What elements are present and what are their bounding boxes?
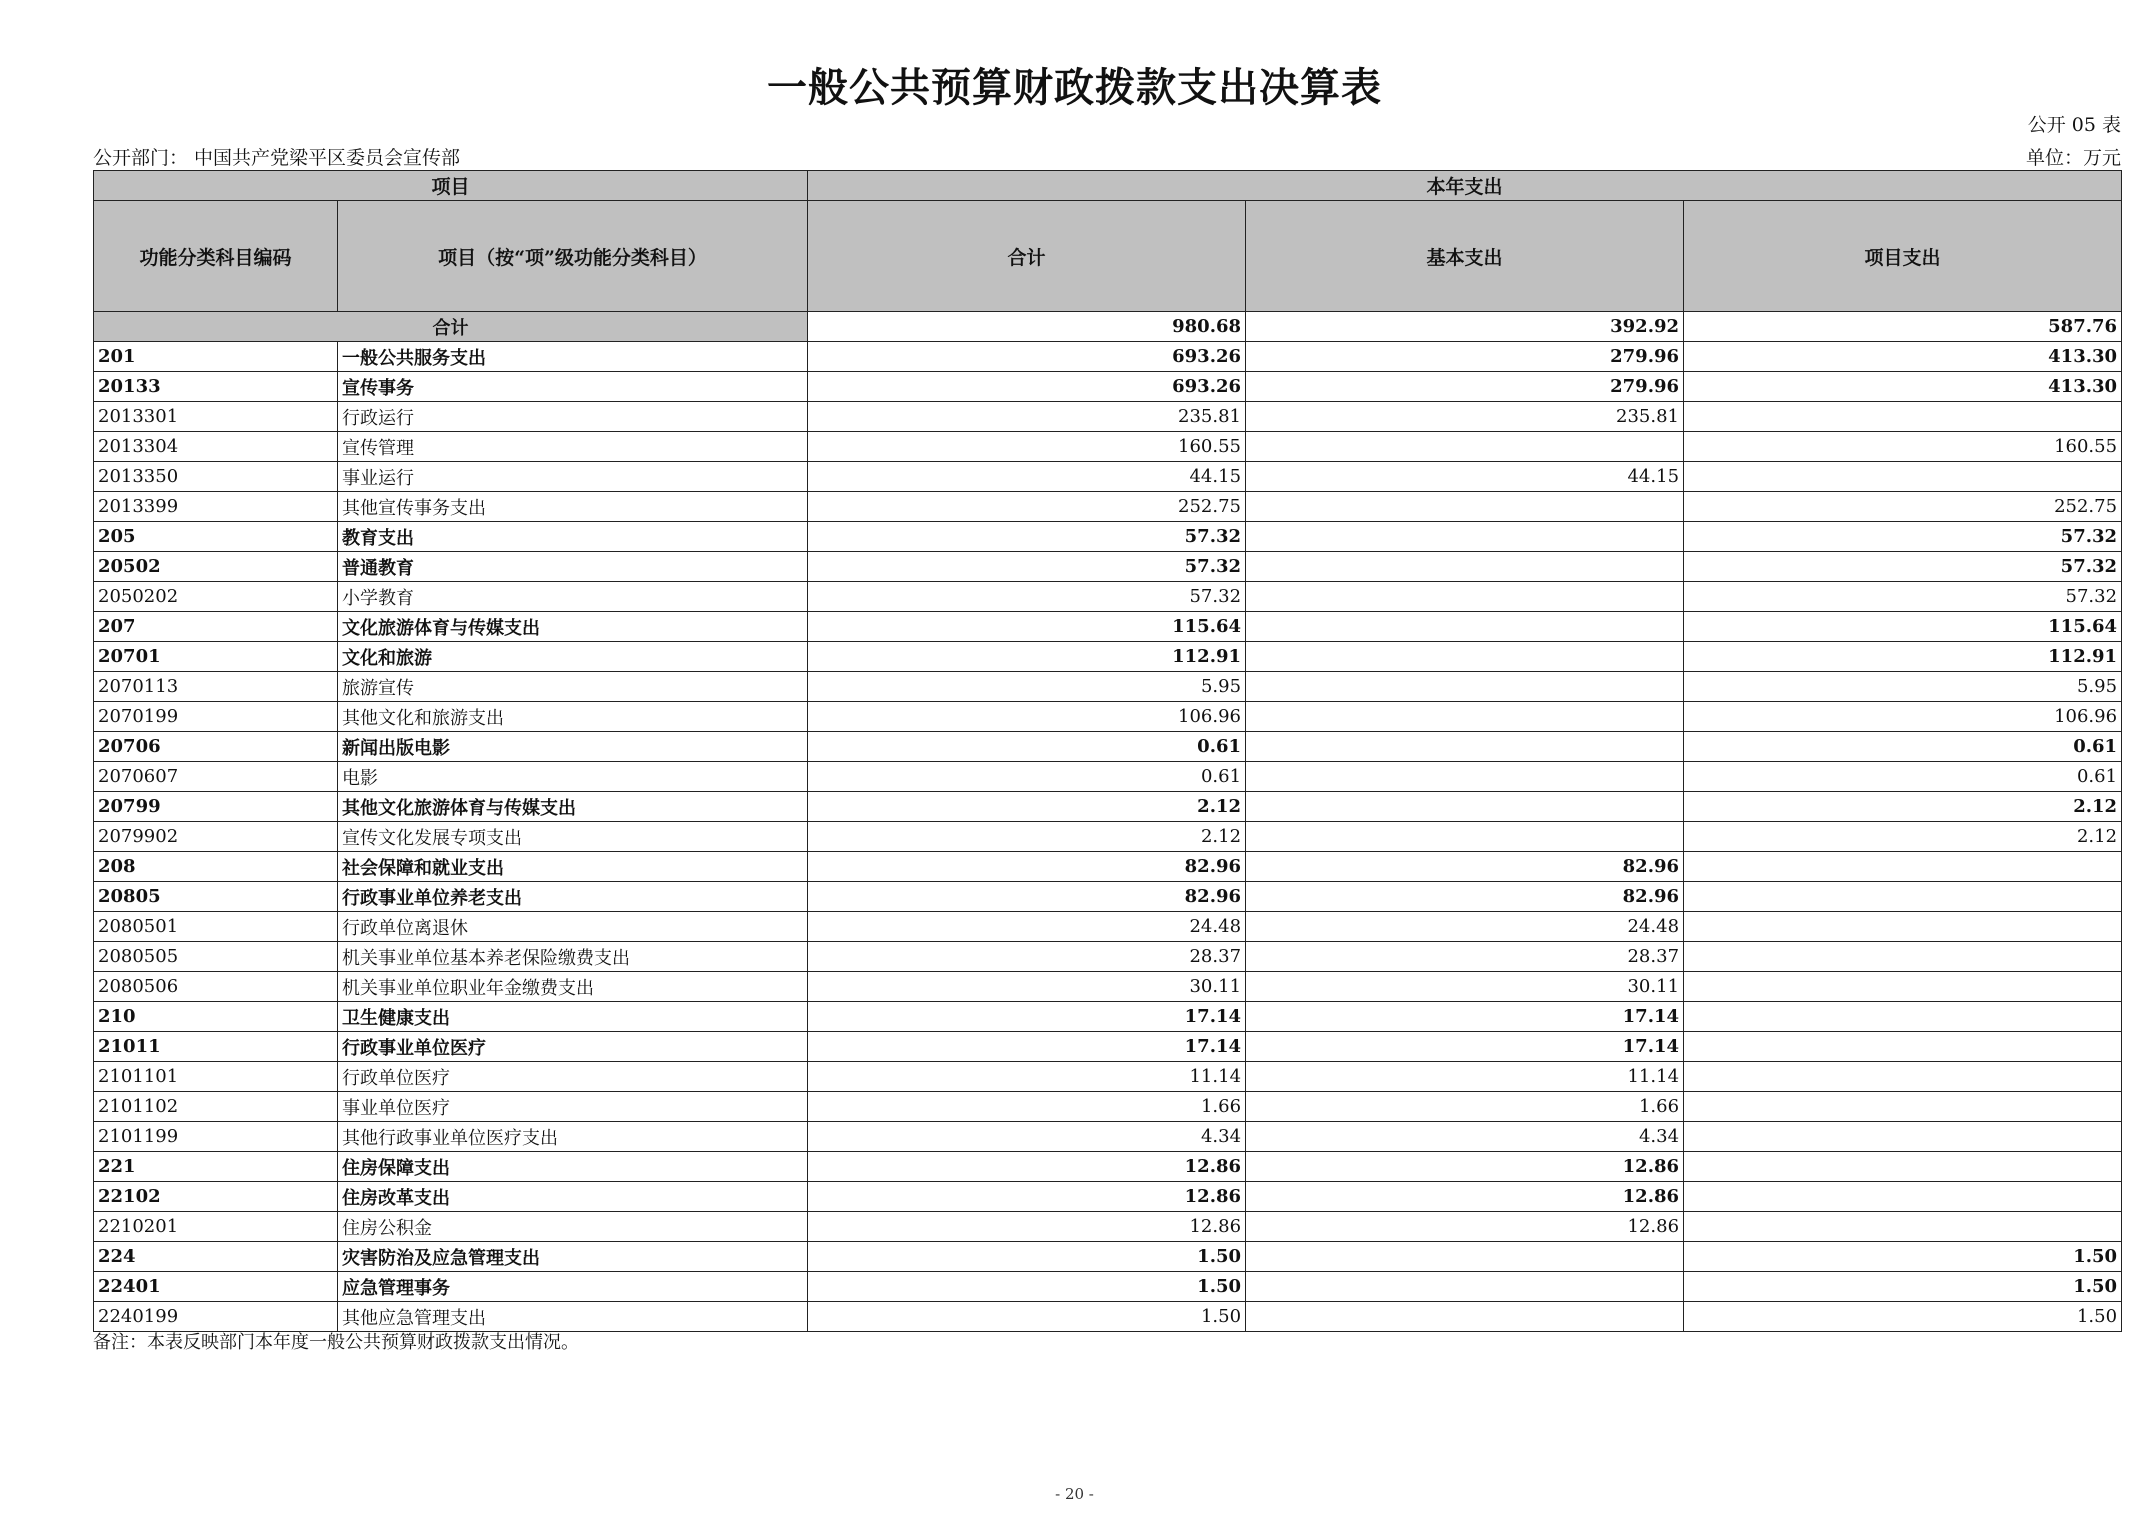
table-row — [94, 612, 2122, 642]
cell-total: 1.50 — [808, 1242, 1246, 1272]
table-row — [94, 1002, 2122, 1032]
cell-code: 20805 — [94, 882, 338, 912]
cell-total: 30.11 — [808, 972, 1246, 1002]
cell-basic: 12.86 — [1246, 1182, 1684, 1212]
cell-project: 57.32 — [1684, 582, 2122, 612]
cell-code: 2013350 — [94, 462, 338, 492]
cell-total: 235.81 — [808, 402, 1246, 432]
cell-project — [1684, 402, 2122, 432]
cell-total: 2.12 — [808, 792, 1246, 822]
cell-name: 旅游宣传 — [338, 672, 808, 702]
page-number: - 20 - — [1055, 1485, 1094, 1503]
cell-total: 0.61 — [808, 762, 1246, 792]
cell-basic — [1246, 1242, 1684, 1272]
cell-project: 112.91 — [1684, 642, 2122, 672]
cell-basic — [1246, 702, 1684, 732]
total-project: 587.76 — [1684, 312, 2122, 342]
cell-project: 57.32 — [1684, 522, 2122, 552]
cell-basic: 17.14 — [1246, 1032, 1684, 1062]
cell-code: 2070607 — [94, 762, 338, 792]
cell-code: 2240199 — [94, 1302, 338, 1332]
cell-total: 693.26 — [808, 372, 1246, 402]
cell-code: 22401 — [94, 1272, 338, 1302]
total-row — [94, 312, 2122, 342]
cell-basic: 12.86 — [1246, 1152, 1684, 1182]
cell-code: 20799 — [94, 792, 338, 822]
cell-code: 2210201 — [94, 1212, 338, 1242]
cell-name: 机关事业单位基本养老保险缴费支出 — [338, 942, 808, 972]
cell-total: 1.50 — [808, 1302, 1246, 1332]
table-row — [94, 1152, 2122, 1182]
header-item-group: 项目 — [94, 171, 808, 201]
cell-name: 社会保障和就业支出 — [338, 852, 808, 882]
cell-total: 44.15 — [808, 462, 1246, 492]
cell-code: 2013399 — [94, 492, 338, 522]
cell-total: 160.55 — [808, 432, 1246, 462]
cell-name: 机关事业单位职业年金缴费支出 — [338, 972, 808, 1002]
cell-basic: 279.96 — [1246, 372, 1684, 402]
cell-total: 106.96 — [808, 702, 1246, 732]
header-year-group: 本年支出 — [808, 171, 2122, 201]
cell-total: 82.96 — [808, 882, 1246, 912]
cell-name: 应急管理事务 — [338, 1272, 808, 1302]
table-row — [94, 702, 2122, 732]
cell-project: 2.12 — [1684, 822, 2122, 852]
cell-name: 其他文化旅游体育与传媒支出 — [338, 792, 808, 822]
cell-project: 2.12 — [1684, 792, 2122, 822]
cell-project — [1684, 852, 2122, 882]
table-row — [94, 492, 2122, 522]
cell-name: 其他行政事业单位医疗支出 — [338, 1122, 808, 1152]
cell-code: 207 — [94, 612, 338, 642]
cell-project: 0.61 — [1684, 762, 2122, 792]
cell-project: 413.30 — [1684, 342, 2122, 372]
cell-basic — [1246, 792, 1684, 822]
cell-name: 住房保障支出 — [338, 1152, 808, 1182]
table-row — [94, 762, 2122, 792]
table-row — [94, 402, 2122, 432]
cell-project: 1.50 — [1684, 1242, 2122, 1272]
cell-name: 电影 — [338, 762, 808, 792]
cell-name: 事业运行 — [338, 462, 808, 492]
cell-code: 2101199 — [94, 1122, 338, 1152]
cell-code: 221 — [94, 1152, 338, 1182]
cell-project: 1.50 — [1684, 1272, 2122, 1302]
cell-total: 252.75 — [808, 492, 1246, 522]
cell-code: 2013301 — [94, 402, 338, 432]
cell-basic: 28.37 — [1246, 942, 1684, 972]
cell-code: 2070199 — [94, 702, 338, 732]
cell-code: 20133 — [94, 372, 338, 402]
cell-basic — [1246, 1302, 1684, 1332]
cell-total: 17.14 — [808, 1032, 1246, 1062]
cell-name: 住房公积金 — [338, 1212, 808, 1242]
cell-project: 252.75 — [1684, 492, 2122, 522]
table-row — [94, 1302, 2122, 1332]
table-row — [94, 432, 2122, 462]
cell-total: 57.32 — [808, 522, 1246, 552]
table-row — [94, 852, 2122, 882]
table-row — [94, 1032, 2122, 1062]
total-total: 980.68 — [808, 312, 1246, 342]
cell-code: 224 — [94, 1242, 338, 1272]
cell-basic — [1246, 552, 1684, 582]
cell-code: 2101102 — [94, 1092, 338, 1122]
cell-project: 1.50 — [1684, 1302, 2122, 1332]
cell-total: 4.34 — [808, 1122, 1246, 1152]
cell-code: 20701 — [94, 642, 338, 672]
table-row — [94, 522, 2122, 552]
cell-code: 22102 — [94, 1182, 338, 1212]
page-title: 一般公共预算财政拨款支出决算表 — [767, 64, 1382, 111]
cell-name: 行政单位医疗 — [338, 1062, 808, 1092]
cell-basic — [1246, 732, 1684, 762]
table-row — [94, 462, 2122, 492]
cell-basic — [1246, 492, 1684, 522]
cell-name: 一般公共服务支出 — [338, 342, 808, 372]
cell-project: 106.96 — [1684, 702, 2122, 732]
total-basic: 392.92 — [1246, 312, 1684, 342]
cell-basic — [1246, 822, 1684, 852]
table-row — [94, 972, 2122, 1002]
table-row — [94, 1092, 2122, 1122]
cell-total: 1.50 — [808, 1272, 1246, 1302]
cell-total: 24.48 — [808, 912, 1246, 942]
cell-total: 11.14 — [808, 1062, 1246, 1092]
cell-basic: 4.34 — [1246, 1122, 1684, 1152]
header-project: 项目支出 — [1684, 201, 2122, 312]
cell-code: 2013304 — [94, 432, 338, 462]
cell-code: 2080506 — [94, 972, 338, 1002]
cell-name: 新闻出版电影 — [338, 732, 808, 762]
cell-project — [1684, 1122, 2122, 1152]
cell-project — [1684, 1152, 2122, 1182]
cell-project: 5.95 — [1684, 672, 2122, 702]
table-row — [94, 1062, 2122, 1092]
cell-code: 2080501 — [94, 912, 338, 942]
cell-project: 115.64 — [1684, 612, 2122, 642]
cell-name: 文化和旅游 — [338, 642, 808, 672]
cell-total: 2.12 — [808, 822, 1246, 852]
cell-code: 208 — [94, 852, 338, 882]
cell-project — [1684, 1092, 2122, 1122]
cell-basic — [1246, 762, 1684, 792]
cell-name: 行政事业单位养老支出 — [338, 882, 808, 912]
cell-basic — [1246, 1272, 1684, 1302]
cell-code: 201 — [94, 342, 338, 372]
table-row — [94, 912, 2122, 942]
table-row — [94, 882, 2122, 912]
table-row — [94, 1272, 2122, 1302]
cell-code: 2050202 — [94, 582, 338, 612]
table-row — [94, 942, 2122, 972]
cell-total: 57.32 — [808, 582, 1246, 612]
cell-name: 行政事业单位医疗 — [338, 1032, 808, 1062]
table-row — [94, 792, 2122, 822]
cell-total: 57.32 — [808, 552, 1246, 582]
cell-total: 28.37 — [808, 942, 1246, 972]
cell-project — [1684, 912, 2122, 942]
table-row — [94, 342, 2122, 372]
header-basic: 基本支出 — [1246, 201, 1684, 312]
cell-project: 413.30 — [1684, 372, 2122, 402]
table-row — [94, 1122, 2122, 1152]
table-row — [94, 732, 2122, 762]
cell-code: 205 — [94, 522, 338, 552]
table-row — [94, 372, 2122, 402]
cell-code: 210 — [94, 1002, 338, 1032]
cell-total: 1.66 — [808, 1092, 1246, 1122]
cell-total: 12.86 — [808, 1212, 1246, 1242]
cell-project: 57.32 — [1684, 552, 2122, 582]
cell-basic: 279.96 — [1246, 342, 1684, 372]
cell-project: 0.61 — [1684, 732, 2122, 762]
cell-basic: 44.15 — [1246, 462, 1684, 492]
department-label: 公开部门： 中国共产党梁平区委员会宣传部 — [93, 147, 461, 169]
cell-basic: 17.14 — [1246, 1002, 1684, 1032]
cell-name: 教育支出 — [338, 522, 808, 552]
cell-total: 12.86 — [808, 1152, 1246, 1182]
cell-project — [1684, 1062, 2122, 1092]
cell-basic: 1.66 — [1246, 1092, 1684, 1122]
cell-project — [1684, 942, 2122, 972]
cell-basic — [1246, 612, 1684, 642]
table-row — [94, 582, 2122, 612]
table-row — [94, 822, 2122, 852]
cell-total: 115.64 — [808, 612, 1246, 642]
cell-basic: 12.86 — [1246, 1212, 1684, 1242]
unit-label: 单位：万元 — [2025, 147, 2121, 169]
cell-name: 其他文化和旅游支出 — [338, 702, 808, 732]
cell-project: 160.55 — [1684, 432, 2122, 462]
cell-project — [1684, 972, 2122, 1002]
header-code: 功能分类科目编码 — [94, 201, 338, 312]
cell-basic: 82.96 — [1246, 882, 1684, 912]
cell-total: 693.26 — [808, 342, 1246, 372]
cell-name: 灾害防治及应急管理支出 — [338, 1242, 808, 1272]
expenditure-table — [93, 170, 2122, 1332]
cell-code: 20706 — [94, 732, 338, 762]
cell-basic — [1246, 582, 1684, 612]
cell-project — [1684, 1212, 2122, 1242]
cell-basic: 30.11 — [1246, 972, 1684, 1002]
cell-total: 12.86 — [808, 1182, 1246, 1212]
cell-total: 82.96 — [808, 852, 1246, 882]
cell-name: 住房改革支出 — [338, 1182, 808, 1212]
cell-name: 普通教育 — [338, 552, 808, 582]
cell-name: 卫生健康支出 — [338, 1002, 808, 1032]
cell-code: 20502 — [94, 552, 338, 582]
table-row — [94, 1242, 2122, 1272]
cell-code: 2080505 — [94, 942, 338, 972]
total-label: 合计 — [94, 312, 808, 342]
cell-code: 2070113 — [94, 672, 338, 702]
form-number: 公开 05 表 — [2027, 114, 2121, 136]
cell-name: 宣传文化发展专项支出 — [338, 822, 808, 852]
cell-total: 17.14 — [808, 1002, 1246, 1032]
cell-name: 宣传事务 — [338, 372, 808, 402]
cell-basic — [1246, 642, 1684, 672]
cell-name: 行政运行 — [338, 402, 808, 432]
cell-project — [1684, 462, 2122, 492]
cell-total: 112.91 — [808, 642, 1246, 672]
cell-basic: 11.14 — [1246, 1062, 1684, 1092]
table-row — [94, 1182, 2122, 1212]
cell-basic: 24.48 — [1246, 912, 1684, 942]
table-row — [94, 1212, 2122, 1242]
cell-code: 2101101 — [94, 1062, 338, 1092]
cell-basic: 82.96 — [1246, 852, 1684, 882]
table-row — [94, 552, 2122, 582]
cell-name: 其他宣传事务支出 — [338, 492, 808, 522]
cell-code: 21011 — [94, 1032, 338, 1062]
cell-name: 宣传管理 — [338, 432, 808, 462]
cell-basic — [1246, 672, 1684, 702]
cell-basic: 235.81 — [1246, 402, 1684, 432]
cell-total: 5.95 — [808, 672, 1246, 702]
table-row — [94, 642, 2122, 672]
table-row — [94, 672, 2122, 702]
cell-project — [1684, 1002, 2122, 1032]
header-name: 项目（按“项”级功能分类科目） — [338, 201, 808, 312]
cell-project — [1684, 882, 2122, 912]
cell-name: 行政单位离退休 — [338, 912, 808, 942]
cell-name: 小学教育 — [338, 582, 808, 612]
header-total: 合计 — [808, 201, 1246, 312]
cell-basic — [1246, 522, 1684, 552]
cell-name: 事业单位医疗 — [338, 1092, 808, 1122]
cell-project — [1684, 1182, 2122, 1212]
cell-code: 2079902 — [94, 822, 338, 852]
cell-basic — [1246, 432, 1684, 462]
cell-name: 其他应急管理支出 — [338, 1302, 808, 1332]
cell-name: 文化旅游体育与传媒支出 — [338, 612, 808, 642]
cell-project — [1684, 1032, 2122, 1062]
cell-total: 0.61 — [808, 732, 1246, 762]
footnote: 备注：本表反映部门本年度一般公共预算财政拨款支出情况。 — [93, 1332, 579, 1353]
